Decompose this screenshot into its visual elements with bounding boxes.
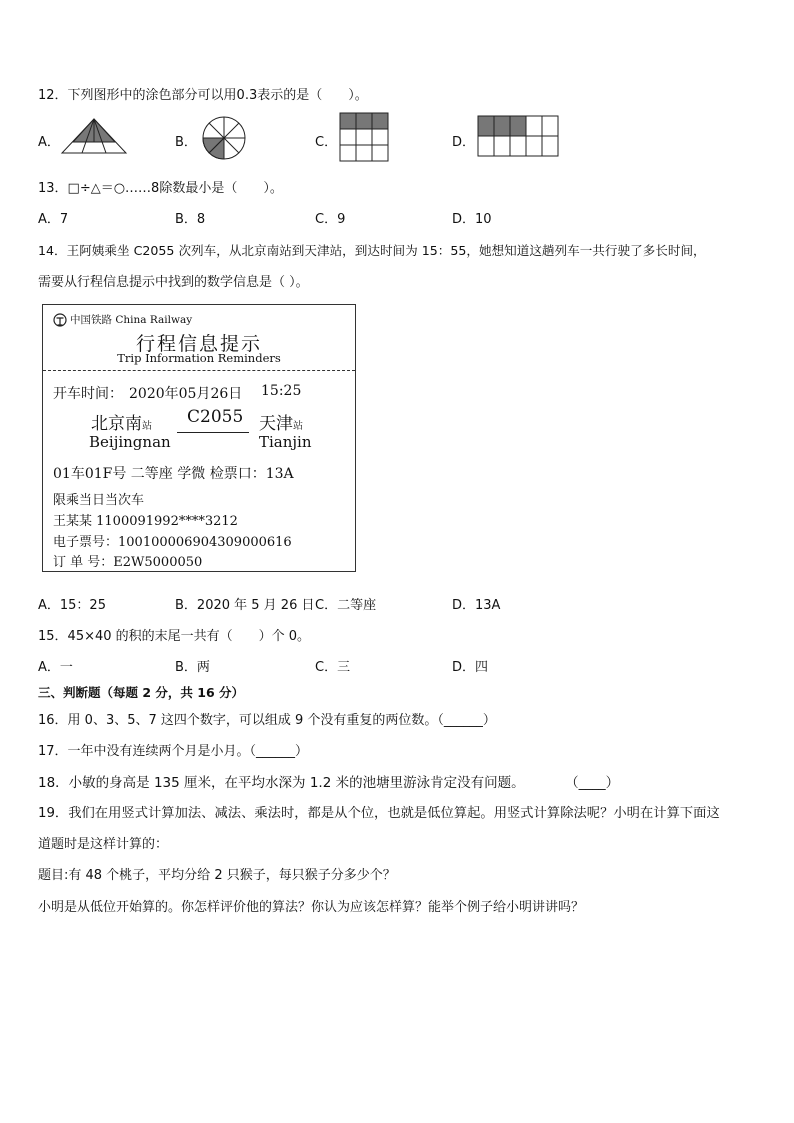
question-15: 15．45×40 的积的末尾一共有（ ）个 0。 — [38, 629, 311, 644]
ticket-to-station — [259, 409, 303, 434]
china-railway-logo-icon — [53, 313, 67, 327]
q15-option-b[interactable]: B．两 — [175, 660, 210, 675]
question-13: 13．□÷△＝○……8除数最小是（ ）。 — [38, 181, 283, 196]
q13-option-c[interactable]: C．9 — [315, 212, 346, 227]
question-14-line2: 需要从行程信息提示中找到的数学信息是（ ）。 — [38, 275, 309, 290]
ticket-from-station — [91, 409, 152, 434]
question-17: 17．一年中没有连续两个月是小月。（______） — [38, 744, 309, 759]
q13-option-d[interactable]: D．10 — [452, 212, 492, 227]
ticket-to-cn: 天津 — [259, 414, 293, 434]
option-b-label[interactable]: B． — [175, 135, 197, 150]
ticket-depart-label: 开车时间： — [53, 386, 123, 402]
ticket-from-suffix: 站 — [142, 421, 152, 432]
q15-option-d[interactable]: D．四 — [452, 660, 489, 675]
trip-info-ticket — [42, 304, 356, 572]
question-19-line3: 题目:有 48 个桃子，平均分给 2 只猴子，每只猴子分多少个？ — [38, 868, 396, 883]
q15-option-a[interactable]: A．一 — [38, 660, 73, 675]
question-12: 12．下列图形中的涂色部分可以用0.3表示的是（ ）。 — [38, 88, 368, 103]
ticket-logo-text: 中国铁路 China Railway — [70, 314, 193, 326]
option-c-label[interactable]: C． — [315, 135, 338, 150]
triangle-figure — [60, 117, 128, 155]
question-18: 18．小敏的身高是 135 厘米，在平均水深为 1.2 米的池塘里游泳肯定没有问题。 （____） — [38, 775, 620, 791]
q13-option-b[interactable]: B．8 — [175, 212, 206, 227]
circle-figure — [201, 115, 247, 161]
ticket-title-en: Trip Information Reminders — [117, 351, 281, 365]
option-a-label[interactable]: A． — [38, 135, 60, 150]
q13-option-a[interactable]: A．7 — [38, 212, 69, 227]
ticket-train-number: C2055 — [187, 407, 244, 427]
q14-option-b[interactable]: B．2020 年 5 月 26 日 — [175, 598, 315, 613]
ticket-seat-line: 01车01F号 二等座 学微 检票口：13A — [53, 466, 294, 482]
question-19-line2: 道题时是这样计算的： — [38, 837, 169, 852]
option-d-label[interactable]: D． — [452, 135, 476, 150]
grid-figure-d — [477, 115, 561, 159]
question-19-line1: 19．我们在用竖式计算加法、减法、乘法时，都是从个位，也就是低位算起。用竖式计算除法呢？小明在计算下面这 — [38, 806, 720, 821]
q15-option-c[interactable]: C．三 — [315, 660, 351, 675]
q14-option-d[interactable]: D．13A — [452, 598, 501, 613]
ticket-to-suffix: 站 — [293, 421, 303, 432]
ticket-passenger: 王某某 1100091992****3212 — [53, 514, 238, 529]
grid-figure-c — [339, 112, 389, 162]
ticket-eticket-number: 电子票号：10010000690430900061​6 — [53, 535, 292, 550]
ticket-from-en: Beijingnan — [89, 433, 171, 451]
ticket-from-cn: 北京南 — [91, 414, 142, 434]
q14-option-c[interactable]: C．二等座 — [315, 598, 377, 613]
ticket-title-cn: 行程信息提示 — [135, 333, 262, 355]
ticket-depart-date: 2020年05月26日 — [129, 386, 243, 402]
ticket-order-number: 订 单 号：E2W5000050 — [53, 555, 203, 570]
section-3-heading: 三、判断题（每题 2 分，共 16 分） — [38, 685, 245, 700]
q14-option-a[interactable]: A．15：25 — [38, 598, 106, 613]
question-16: 16．用 0、3、5、7 这四个数字，可以组成 9 个没有重复的两位数。（______） — [38, 713, 496, 728]
ticket-note: 限乘当日当次车 — [53, 493, 145, 508]
question-19-line4: 小明是从低位开始算的。你怎样评价他的算法？你认为应该怎样算？能举个例子给小明讲讲吗？ — [38, 900, 585, 915]
question-14-line1: 14．王阿姨乘坐 C2055 次列车，从北京南站到天津站，到达时间为 15：55，她想知道这趟列车一共行驶了多长时间， — [38, 243, 706, 258]
ticket-depart-time: 15:25 — [261, 383, 302, 399]
ticket-to-en: Tianjin — [259, 433, 312, 451]
ticket-dashed-divider — [43, 370, 355, 371]
ticket-train-underline — [177, 432, 249, 433]
